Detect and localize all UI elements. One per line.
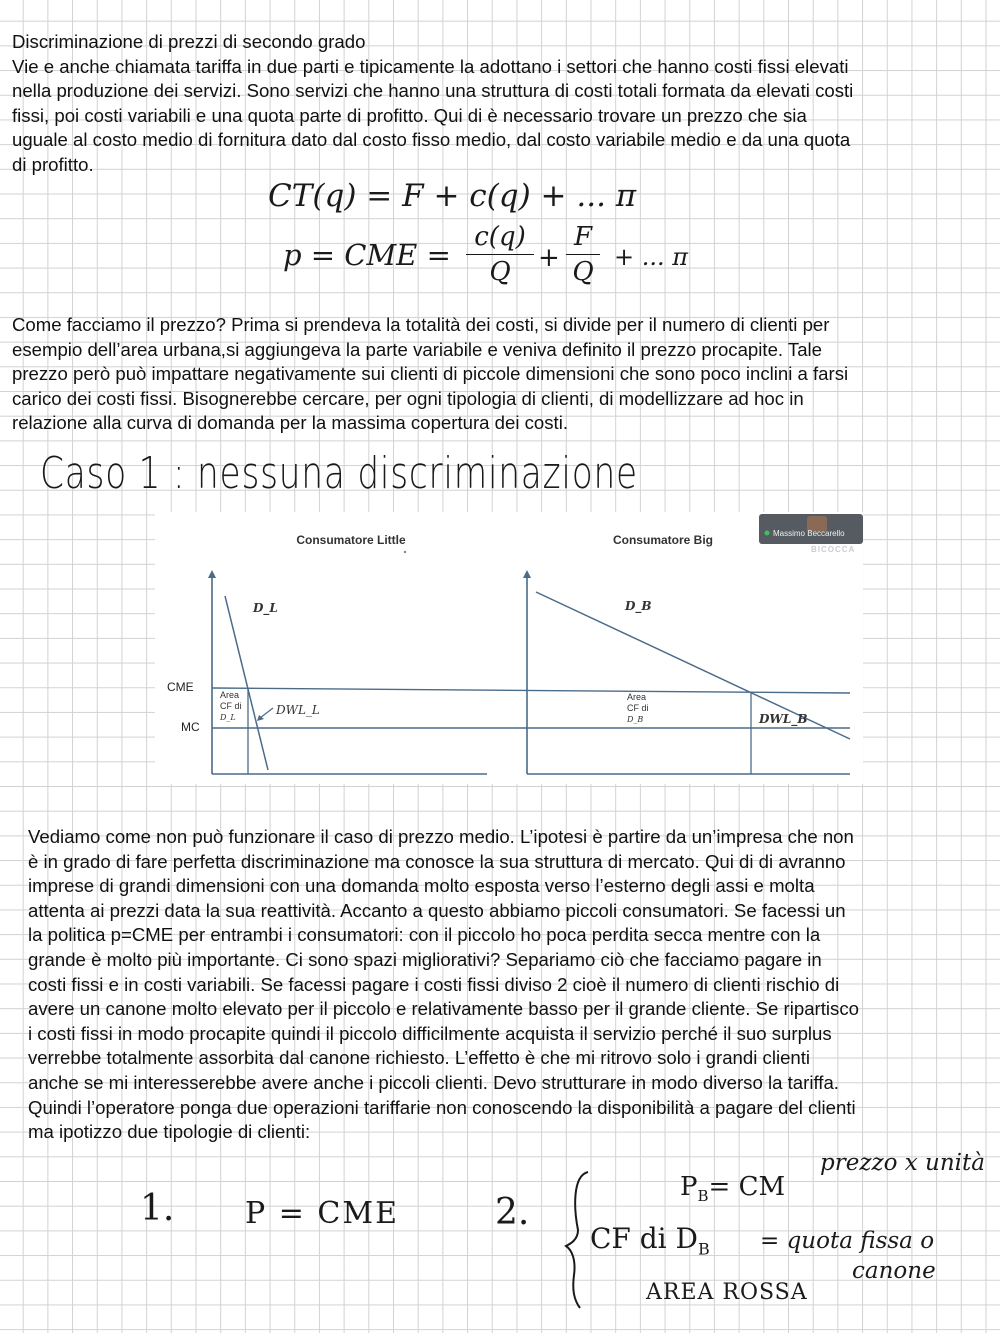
demand-label-big: D_B [625,599,652,613]
demand-label-little: D_L [253,601,278,615]
option-2-quota: = quota fissa o [760,1228,935,1254]
watermark: BICOCCA [811,545,856,554]
area-label-little-2: CF di [220,701,242,711]
demand-line-little [225,596,268,770]
fraction-denominator: Q [572,257,594,287]
intro-line: fissi, poi costi variabili e una quota parte di profitto. Qui di è necessario trovare un prezzo che sia [12,104,807,126]
panel-title-little: Consumatore Little [296,533,406,547]
option-2-cf: CF di $D_B$ [590,1222,710,1259]
analysis-line: ma ipotizzo due tipologie di clienti: [28,1121,311,1143]
dwl-arrow-little [260,708,273,718]
analysis-line: i costi fissi in modo procapite quindi il piccolo difficilmente acquista il servizio perché il suo surplus [28,1022,832,1044]
pricing-line: relazione alla curva di domanda per la massima copertura dei costi. [12,412,569,434]
option-1-formula: P = CME [245,1196,399,1231]
area-label-big-2: CF di [627,703,649,713]
formula-total-cost: CT(q) = F + c(q) + ... π [268,178,637,214]
option-2-number: 2. [495,1192,530,1233]
area-label-big-3: D_B [627,715,644,724]
analysis-line: la politica p=CME per entrambi i consumatori: con il piccolo ho poca perdita secca mentre con la [28,924,821,946]
area-label-little-3: D_L [220,713,236,722]
intro-line: Vie e anche chiamata tariffa in due parti e tipicamente la adottano i settori che hanno costi fissi elevati [12,55,849,77]
fraction-numerator: c(q) [474,222,526,252]
speaker-status-icon [765,531,770,536]
area-label-little-1: Area [220,690,240,700]
intro-line: uguale al costo medio di fornitura dato dal costo fisso medio, dal costo variabile medio e da una quota [12,129,851,151]
dwl-label-big: DWL_B [759,712,808,726]
pricing-line: carico dei costi fissi. Bisognerebbe cercare, per ogni tipologia di clienti, di modellizzare ad hoc in [12,387,804,409]
analysis-line: costi fissi e in costi variabili. Se facessi pagare i costi fissi diviso 2 cioè il numero di clienti rischio di [28,973,840,995]
option-1-number: 1. [140,1188,175,1229]
stray-dot [404,551,406,553]
pricing-line: Come facciamo il prezzo? Prima si prendeva la totalità dei costi, si divide per il numero di clienti per [12,314,830,335]
pricing-line: prezzo però può impattare negativamente sui clienti di piccole dimensioni che sono poco inclini a farsi [12,363,849,385]
analysis-line: avere un canone molto elevato per il piccolo e relativamente basso per il grande cliente. Se ripartisco [28,998,859,1020]
option-2-prezzo: prezzo x unità [820,1150,985,1176]
option-2-canone: canone [852,1258,936,1284]
mc-label: MC [181,720,200,734]
dwl-label-little: DWL_L [276,703,320,717]
analysis-line: anche se mi interesserebbe avere anche i piccoli clienti. Devo strutturare in modo diverso la tariffa. [28,1071,839,1093]
demand-chart [155,512,863,784]
intro-line: di profitto. [12,153,94,175]
option-2-pb: $P_B=$ CM [680,1172,786,1206]
right-y-axis-arrow [523,570,531,578]
intro-paragraph [12,30,997,178]
fraction-denominator: Q [489,257,511,287]
analysis-line: Vediamo come non può funzionare il caso di prezzo medio. L’ipotesi è partire da un’impresa che non [28,826,854,847]
speaker-name: Massimo Beccarello [773,529,845,538]
option-2-area-rossa: AREA ROSSA [646,1280,808,1305]
case-heading: Caso 1 : nessuna discriminazione [40,448,638,499]
pricing-line: esempio dell’area urbana,si aggiungeva la parte variabile e veniva definito il prezzo procapite. Tale [12,338,823,360]
analysis-line: verrebbe totalmente assorbita dal canone richiesto. L’effetto è che mi ritrovo solo i grandi clienti [28,1047,811,1069]
cme-label: CME [167,680,194,694]
analysis-line: è in grado di fare perfetta discriminazione ma conosce la sua struttura di mercato. Qui di di avranno [28,850,846,872]
formula-tail: + ... π [614,243,689,271]
cme-line [212,688,850,693]
left-y-axis-arrow [208,570,216,578]
intro-title: Discriminazione di prezzi di secondo grado [12,31,366,52]
demand-chart-svg [155,512,863,784]
pricing-paragraph [12,313,997,436]
area-label-big-1: Area [627,692,647,702]
analysis-line: grande è molto più importante. Ci sono spazi migliorativi? Separiamo ciò che facciamo pagare in [28,948,822,970]
analysis-line: imprese di grandi dimensioni con una domanda molto esposta verso l’esterno degli assi e molta [28,875,815,897]
intro-line: nella produzione dei servizi. Sono servizi che hanno una struttura di costi totali formata da elevati costi [12,80,854,102]
formula-plus: + [538,243,560,273]
panel-title-big: Consumatore Big [612,533,714,547]
formula-fraction-fixed [566,222,600,287]
curly-brace [566,1172,588,1308]
analysis-line: Quindi l’operatore ponga due operazioni tariffarie non conoscendo la disponibilità a pagare del clienti [28,1096,856,1118]
fraction-bar [466,254,534,255]
formula-price-left: p = CME = [283,238,451,272]
fraction-bar [566,254,600,255]
analysis-paragraph [28,825,998,1145]
fraction-numerator: F [573,222,593,252]
formula-fraction-variable [466,222,534,287]
analysis-line: attenta ai prezzi data la sua reattività. Accanto a questo abbiamo piccoli consumatori. Se facessi un [28,899,846,921]
